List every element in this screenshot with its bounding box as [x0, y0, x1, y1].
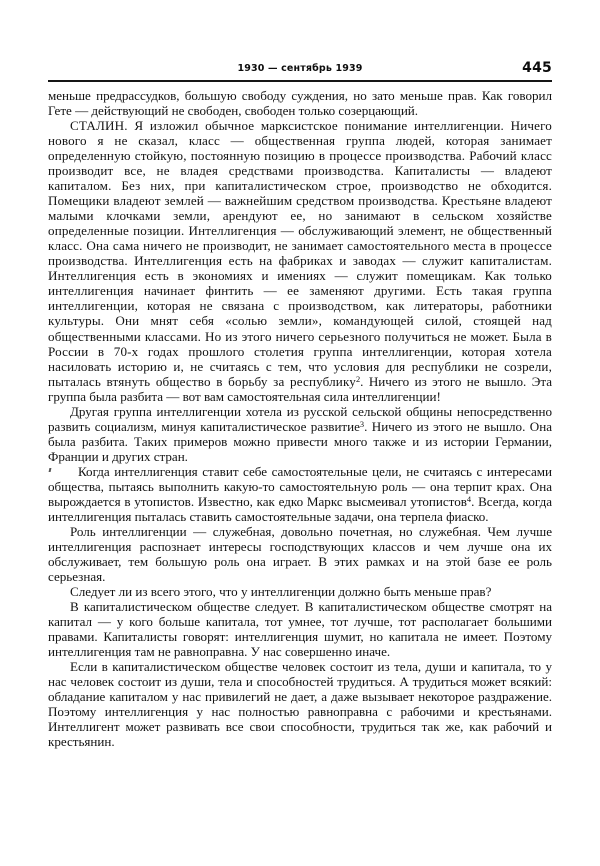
paragraph-text-tail: . Всегда, когда интеллигенция пыталась ставить самостоятельные задачи, она терпела фиаско.	[48, 493, 552, 524]
paragraph-question	[48, 584, 552, 599]
paragraph-text: СТАЛИН. Я изложил обычное марксистское понимание интеллигенции. Ничего нового я не сказал, класс — общественная группа людей, которая занимает определенную стойкую, постоянную позицию в процессе производства. Рабочий класс производит все, не владея средствами производства. Капиталисты — владеют капиталом. Без них, при капиталистическом строе, производство не обходится. Помещики владеют землей — важнейшим средством производства. Крестьяне владеют малыми клочками земли, арендуют ее, но занимают в сельском хозяйстве определенные позиции. Интеллигенция — обслуживающий элемент, не общественный класс. Она сама ничего не производит, не занимает самостоятельного места в процессе производства. Интеллигенция есть на фабриках и заводах — служит капиталистам. Интеллигенция есть в экономиях и имениях — служит помещикам. Как только интеллигенция начинает финтить — ее заменяют другими. Есть такая группа интеллигенции, которая не связана с производством, как литераторы, работники культуры. Они мнят себя «солью земли», командующей силой, стоящей над общественными классами. Но из этого ничего серьезного получиться не может. Была в России в 70-х годах прошлого столетия группа интеллигенции, которая хотела насиловать историю и, не считаясь с тем, что условия для республики не созрели, пыталась втянуть общество в борьбу за республику	[48, 118, 552, 389]
footnote-marker-4: 4	[466, 494, 472, 504]
running-head-inner	[48, 62, 552, 80]
paragraph-continuation	[48, 88, 552, 118]
paragraph-text: Роль интеллигенции — служебная, довольно почетная, но служебная. Чем лучше интеллигенция распознает интересы господствующих классов и чем лучше она их обслуживает, тем большую роль она играет. В этих рамках и на этой базе ее роль серьезная.	[48, 523, 552, 584]
paragraph-text: Следует ли из всего этого, что у интеллигенции должно быть меньше прав?	[70, 584, 492, 600]
running-head	[48, 62, 552, 80]
paragraph-text: меньше предрассудков, большую свободу суждения, но зато меньше прав. Как говорил Гете — действующий не свободен, свободен только созерцающий.	[48, 88, 552, 119]
running-head-rule	[48, 80, 552, 82]
paragraph-equality	[48, 659, 552, 749]
footnote-marker-2: 2	[355, 374, 361, 384]
paragraph-text: Другая группа интеллигенции хотела из русской сельской общины непосредственно развить социализм, минуя капиталистическое развитие	[48, 403, 552, 434]
page-number: 445	[522, 60, 552, 76]
footnote-marker-3: 3	[359, 419, 365, 429]
paragraph-text-tail: . Ничего из этого не вышло. Она была разбита. Таких примеров можно привести много также и из истории Германии, Франции и других стран.	[48, 418, 552, 464]
paragraph-text: В капиталистическом обществе следует. В капиталистическом обществе смотрят на капитал — у кого больше капитала, тот умнее, тот лучше, тот располагает большими правами. Капиталисты говорят: интеллигенция шумит, но капитала не имеет. Поэтому интеллигенция там не равноправна. У нас совершенно иначе.	[48, 599, 552, 660]
running-head-title: 1930 — сентябрь 1939	[237, 63, 363, 74]
paragraph-text: Когда интеллигенция ставит себе самостоятельные цели, не считаясь с интересами общества, пытаясь выполнить какую-то самостоятельную роль — она терпит крах. Она вырождается в утопистов. Известно, как едко Маркс высмеивал утопистов	[48, 463, 552, 509]
paragraph-capitalist-society	[48, 599, 552, 659]
paragraph-role	[48, 524, 552, 584]
body-text-block	[48, 88, 552, 749]
paragraph-stalin	[48, 118, 552, 404]
paragraph-utopians	[48, 464, 552, 524]
paragraph-other-group	[48, 404, 552, 464]
paragraph-text-tail: . Ничего из этого не вышло. Эта группа была разбита — вот вам самостоятельная сила интеллигенции!	[48, 373, 552, 404]
paragraph-text: Если в капиталистическом обществе человек состоит из тела, души и капитала, то у нас человек состоит из души, тела и способностей трудиться. А трудиться может всякий: обладание капиталом у нас привилегий не дает, а даже вызывает некоторое раздражение. Поэтому интеллигенция у нас полностью равноправна с рабочими и крестьянами. Интеллигент может развивать все свои способности, трудиться так же, как рабочий и крестьянин.	[48, 659, 552, 750]
margin-tick-mark	[49, 468, 52, 472]
